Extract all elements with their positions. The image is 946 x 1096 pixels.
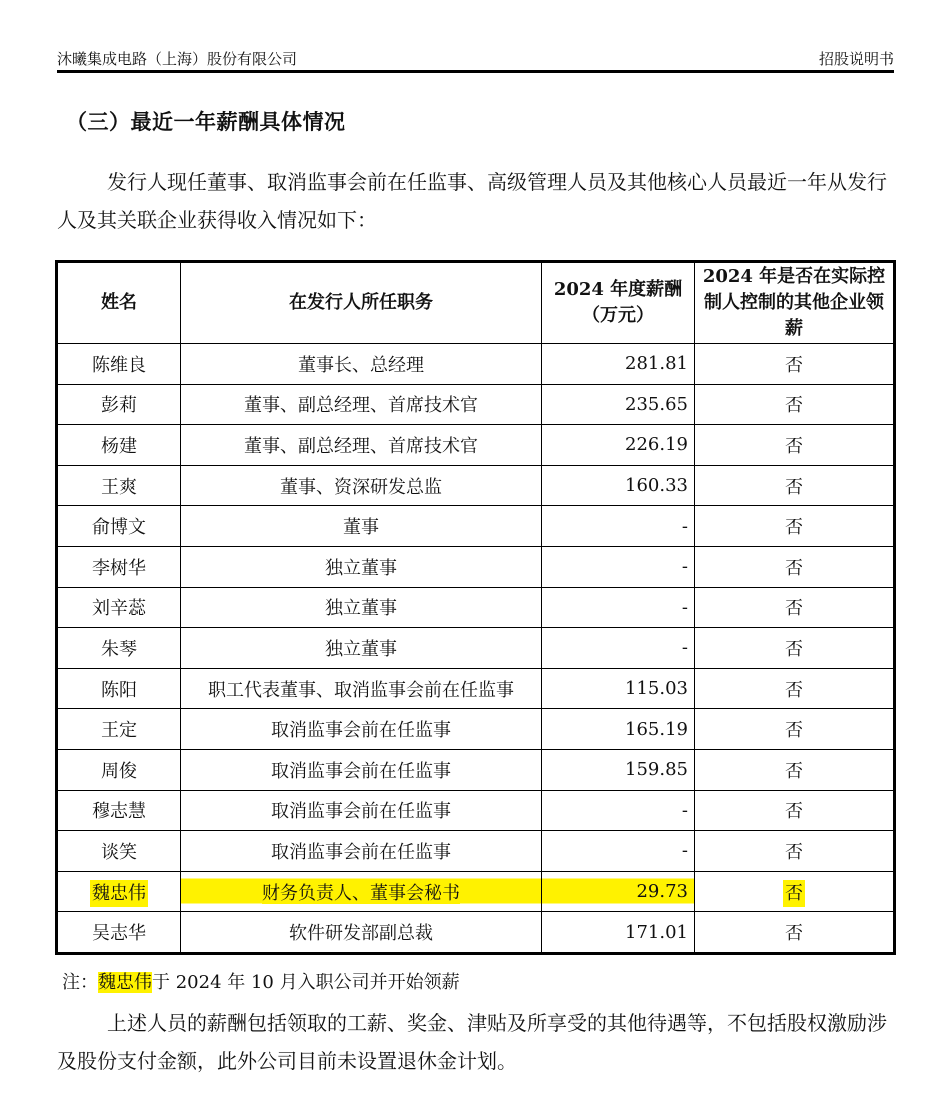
page-header: [57, 44, 894, 73]
cell-name: [57, 384, 181, 425]
cell-paid-elsewhere-text: 否: [785, 557, 803, 579]
cell-salary: [542, 465, 695, 506]
cell-name: [57, 709, 181, 750]
cell-paid-elsewhere-text: 否: [785, 476, 803, 498]
cell-position-text: 独立董事: [325, 557, 397, 579]
cell-position-text: 独立董事: [325, 638, 397, 660]
cell-name-text: 吴志华: [92, 923, 146, 945]
company-name: 沐曦集成电路（上海）股份有限公司: [57, 50, 298, 68]
cell-salary: [542, 344, 695, 385]
cell-paid-elsewhere: [695, 831, 895, 872]
table-row: [57, 465, 895, 506]
section-title: （三）最近一年薪酬具体情况: [66, 110, 346, 134]
cell-salary-text: -: [681, 637, 688, 659]
cell-position: [181, 790, 542, 831]
cell-name-text: 刘辛蕊: [92, 598, 146, 620]
column-header-paid-elsewhere: [695, 262, 895, 344]
cell-salary-text: 165.19: [625, 718, 688, 740]
footnote-prefix: 注：: [62, 972, 98, 993]
cell-salary-text: 235.65: [625, 393, 688, 415]
cell-position-text: 职工代表董事、取消监事会前在任监事: [208, 679, 514, 701]
cell-name: [57, 912, 181, 954]
cell-salary-text: 281.81: [625, 353, 688, 375]
cell-paid-elsewhere: [695, 871, 895, 912]
cell-name-text: 彭莉: [101, 395, 137, 417]
cell-salary: [542, 425, 695, 466]
cell-salary-text: 160.33: [625, 475, 688, 497]
cell-paid-elsewhere: [695, 465, 895, 506]
cell-position: [181, 871, 542, 912]
cell-paid-elsewhere: [695, 668, 895, 709]
table-row: [57, 871, 895, 912]
table-row: [57, 587, 895, 628]
cell-position: [181, 546, 542, 587]
cell-paid-elsewhere-text: 否: [785, 638, 803, 660]
cell-salary: [542, 506, 695, 547]
cell-name-text: 俞博文: [92, 517, 146, 539]
cell-salary: [542, 628, 695, 669]
cell-paid-elsewhere-text: 否: [785, 923, 803, 945]
cell-position: [181, 506, 542, 547]
table-row: [57, 425, 895, 466]
cell-salary-text: 159.85: [625, 759, 688, 781]
column-header-salary: [542, 262, 695, 344]
compensation-table: [55, 260, 896, 955]
cell-name-text: 李树华: [92, 557, 146, 579]
cell-salary-text: -: [681, 556, 688, 578]
footnote: [62, 968, 460, 994]
cell-paid-elsewhere: [695, 546, 895, 587]
cell-paid-elsewhere-text: 否: [785, 435, 803, 457]
cell-paid-elsewhere: [695, 749, 895, 790]
cell-salary: [542, 790, 695, 831]
cell-position: [181, 912, 542, 954]
cell-position-text: 取消监事会前在任监事: [271, 760, 451, 782]
table-row: [57, 546, 895, 587]
cell-paid-elsewhere: [695, 425, 895, 466]
cell-paid-elsewhere-text: 否: [783, 880, 805, 907]
cell-name: [57, 831, 181, 872]
cell-name: [57, 628, 181, 669]
cell-paid-elsewhere: [695, 344, 895, 385]
cell-paid-elsewhere: [695, 709, 895, 750]
table-row: [57, 668, 895, 709]
cell-paid-elsewhere: [695, 628, 895, 669]
cell-name-text: 王爽: [101, 476, 137, 498]
cell-salary-text: -: [681, 799, 688, 821]
cell-position-text: 董事、副总经理、首席技术官: [244, 435, 478, 457]
footnote-text: 于 2024 年 10 月入职公司并开始领薪: [152, 972, 460, 993]
cell-name-text: 杨建: [101, 435, 137, 457]
cell-name-text: 王定: [101, 720, 137, 742]
cell-position-text: 董事、副总经理、首席技术官: [244, 395, 478, 417]
cell-name: [57, 425, 181, 466]
column-header-position: 在发行人所任职务: [181, 262, 542, 344]
cell-name: [57, 749, 181, 790]
cell-name: [57, 871, 181, 912]
table-row: [57, 749, 895, 790]
cell-name-text: 陈维良: [92, 354, 146, 376]
cell-salary: [542, 709, 695, 750]
cell-paid-elsewhere-text: 否: [785, 760, 803, 782]
table-row: [57, 709, 895, 750]
cell-paid-elsewhere-text: 否: [785, 354, 803, 376]
table-row: [57, 384, 895, 425]
cell-position-text: 董事长、总经理: [298, 354, 424, 376]
cell-position: [181, 668, 542, 709]
cell-salary-text: -: [681, 515, 688, 537]
table-row: [57, 506, 895, 547]
cell-name-text: 穆志慧: [92, 801, 146, 823]
cell-paid-elsewhere-text: 否: [785, 679, 803, 701]
cell-position-text: 软件研发部副总裁: [289, 923, 433, 945]
cell-position: [181, 425, 542, 466]
cell-position-text: 董事、资深研发总监: [280, 476, 442, 498]
cell-name: [57, 587, 181, 628]
table-row: [57, 790, 895, 831]
cell-paid-elsewhere: [695, 506, 895, 547]
cell-name: [57, 668, 181, 709]
cell-name-text: 朱琴: [101, 638, 137, 660]
intro-paragraph: 发行人现任董事、取消监事会前在任监事、高级管理人员及其他核心人员最近一年从发行人及其关联企业获得收入情况如下：: [57, 170, 887, 232]
cell-position: [181, 709, 542, 750]
cell-paid-elsewhere: [695, 790, 895, 831]
cell-name: [57, 465, 181, 506]
cell-salary-text: -: [681, 596, 688, 618]
cell-position: [181, 587, 542, 628]
document-type: 招股说明书: [818, 50, 894, 68]
cell-position-text: 独立董事: [325, 598, 397, 620]
cell-salary-text: -: [681, 840, 688, 862]
cell-paid-elsewhere-text: 否: [785, 720, 803, 742]
cell-name-text: 陈阳: [101, 679, 137, 701]
cell-salary: [542, 546, 695, 587]
table-row: [57, 344, 895, 385]
cell-paid-elsewhere-text: 否: [785, 801, 803, 823]
cell-salary-text: 226.19: [625, 434, 688, 456]
cell-paid-elsewhere: [695, 384, 895, 425]
cell-salary: [542, 587, 695, 628]
cell-paid-elsewhere: [695, 912, 895, 954]
cell-position: [181, 628, 542, 669]
footnote-highlighted-name: 魏忠伟: [98, 972, 152, 993]
closing-paragraph: 上述人员的薪酬包括领取的工薪、奖金、津贴及所享受的其他待遇等，不包括股权激励涉及股份支付金额，此外公司目前未设置退休金计划。: [57, 1011, 887, 1073]
cell-name-text: 魏忠伟: [90, 880, 148, 907]
cell-salary: [542, 749, 695, 790]
cell-position-text: 取消监事会前在任监事: [271, 720, 451, 742]
table-row: [57, 628, 895, 669]
table-row: [57, 912, 895, 954]
cell-salary: [542, 912, 695, 954]
cell-salary: [542, 668, 695, 709]
cell-paid-elsewhere-text: 否: [785, 598, 803, 620]
table-header-row: [57, 262, 895, 344]
cell-position: [181, 749, 542, 790]
cell-paid-elsewhere-text: 否: [785, 395, 803, 417]
salary-header-text: 2024 年度薪酬（万元）: [553, 279, 683, 326]
cell-name: [57, 546, 181, 587]
cell-salary-text: 29.73: [636, 881, 688, 903]
column-header-name: 姓名: [57, 262, 181, 344]
cell-name: [57, 506, 181, 547]
cell-salary: [542, 871, 695, 912]
cell-position: [181, 831, 542, 872]
cell-position: [181, 344, 542, 385]
cell-position-text: 财务负责人、董事会秘书: [262, 882, 460, 904]
cell-position-text: 取消监事会前在任监事: [271, 801, 451, 823]
cell-name: [57, 344, 181, 385]
cell-salary-text: 171.01: [625, 921, 688, 943]
cell-position: [181, 384, 542, 425]
cell-salary: [542, 831, 695, 872]
cell-paid-elsewhere-text: 否: [785, 841, 803, 863]
cell-salary-text: 115.03: [625, 678, 688, 700]
cell-paid-elsewhere: [695, 587, 895, 628]
cell-name-text: 周俊: [101, 760, 137, 782]
cell-salary: [542, 384, 695, 425]
cell-name-text: 谈笑: [101, 841, 137, 863]
cell-position: [181, 465, 542, 506]
table-row: [57, 831, 895, 872]
paid-elsewhere-header-text: 2024 年是否在实际控制人控制的其他企业领薪: [702, 266, 886, 339]
cell-position-text: 取消监事会前在任监事: [271, 841, 451, 863]
cell-paid-elsewhere-text: 否: [785, 517, 803, 539]
cell-name: [57, 790, 181, 831]
cell-position-text: 董事: [343, 517, 379, 539]
